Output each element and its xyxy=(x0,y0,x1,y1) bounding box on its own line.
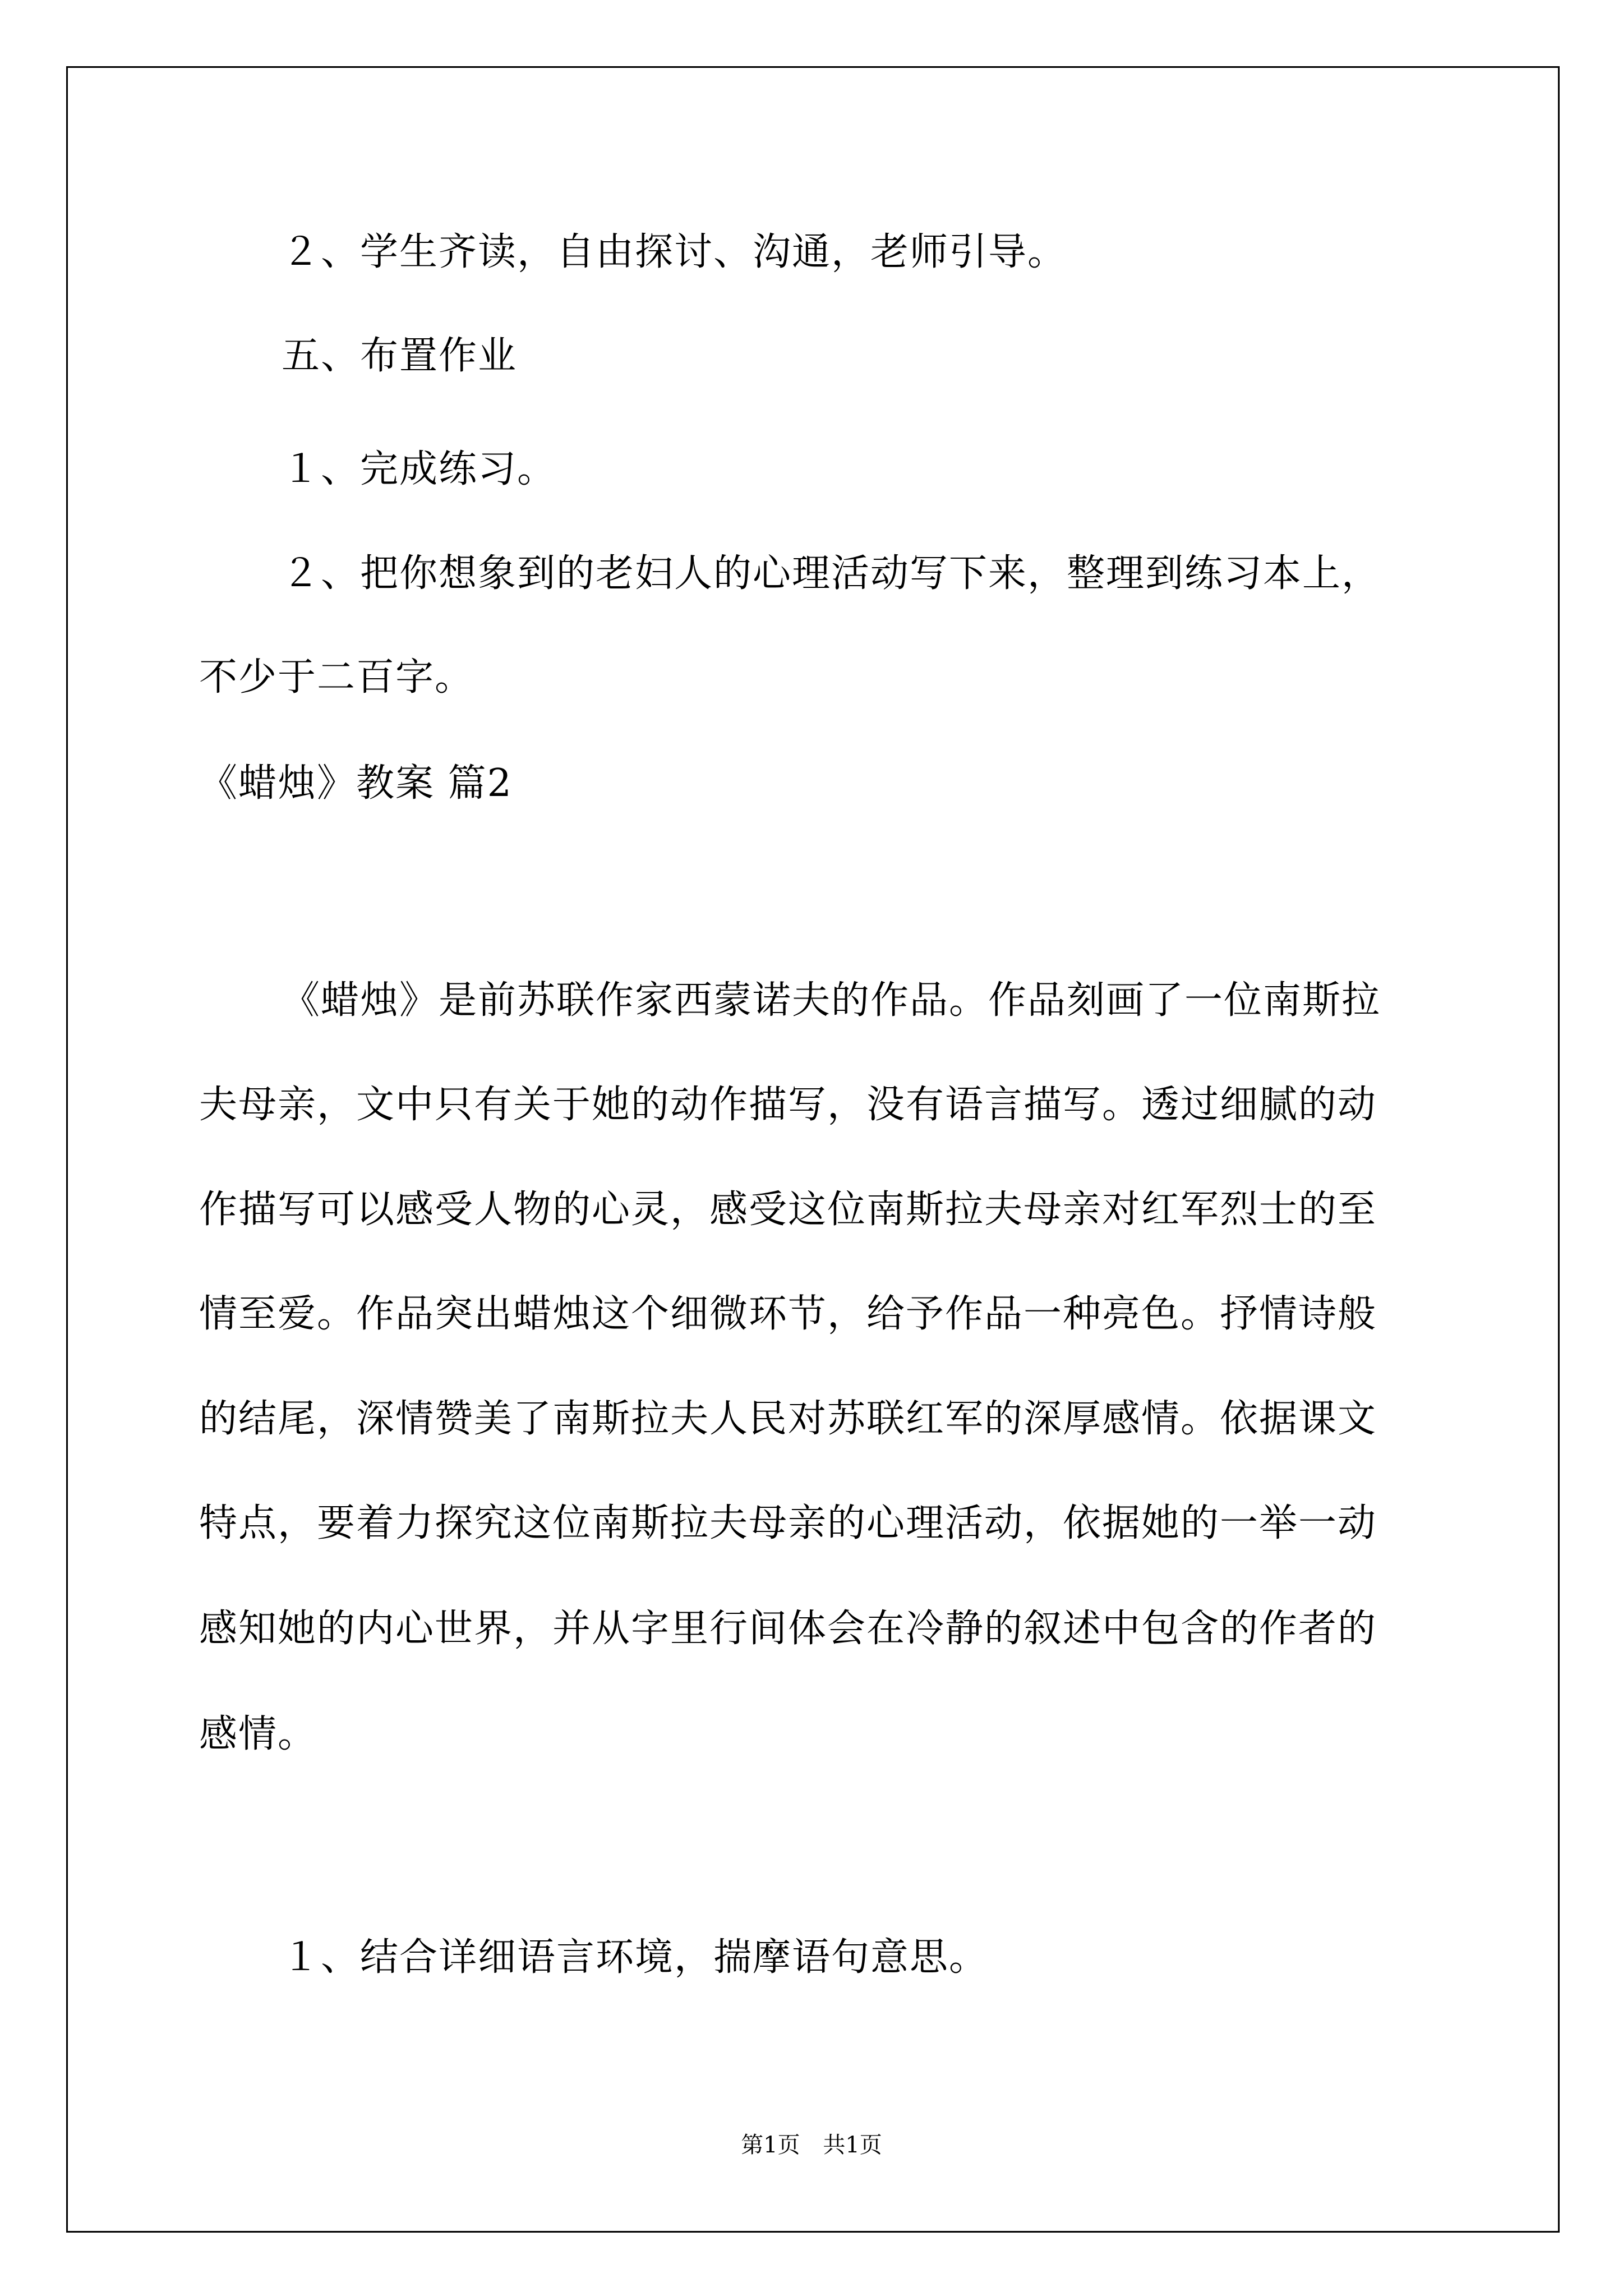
paragraph-line: 夫母亲，文中只有关于她的动作描写，没有语言描写。透过细腻的动 xyxy=(199,1083,1377,1127)
paragraph-line: 的结尾，深情赞美了南斯拉夫人民对苏联红军的深厚感情。依据课文 xyxy=(199,1397,1377,1441)
paragraph-line: ２、学生齐读，自由探讨、沟通，老师引导。 xyxy=(282,230,1067,274)
page-total: 共1页 xyxy=(823,2132,882,2158)
page-border xyxy=(66,66,1560,2233)
paragraph-line: 感情。 xyxy=(199,1712,317,1756)
paragraph-line: 《蜡烛》是前苏联作家西蒙诺夫的作品。作品刻画了一位南斯拉 xyxy=(282,978,1381,1023)
paragraph-line: 不少于二百字。 xyxy=(199,655,474,700)
page-footer xyxy=(0,2132,1623,2159)
paragraph-line: 作描写可以感受人物的心灵，感受这位南斯拉夫母亲对红军烈士的至 xyxy=(199,1188,1377,1232)
paragraph-line: １、完成练习。 xyxy=(282,447,557,491)
paragraph-line: 情至爱。作品突出蜡烛这个细微环节，给予作品一种亮色。抒情诗般 xyxy=(199,1292,1377,1336)
paragraph-line: 特点，要着力探究这位南斯拉夫母亲的心理活动，依据她的一举一动 xyxy=(199,1501,1377,1545)
paragraph-line: 感知她的内心世界，并从字里行间体会在冷静的叙述中包含的作者的 xyxy=(199,1607,1377,1651)
paragraph-line: １、结合详细语言环境，揣摩语句意思。 xyxy=(282,1935,989,1980)
section-heading: 《蜡烛》教案 篇2 xyxy=(199,761,513,806)
page-number: 第1页 xyxy=(741,2132,800,2158)
paragraph-line: ２、把你想象到的老妇人的心理活动写下来，整理到练习本上， xyxy=(282,551,1381,596)
paragraph-line: 五、布置作业 xyxy=(282,334,518,378)
